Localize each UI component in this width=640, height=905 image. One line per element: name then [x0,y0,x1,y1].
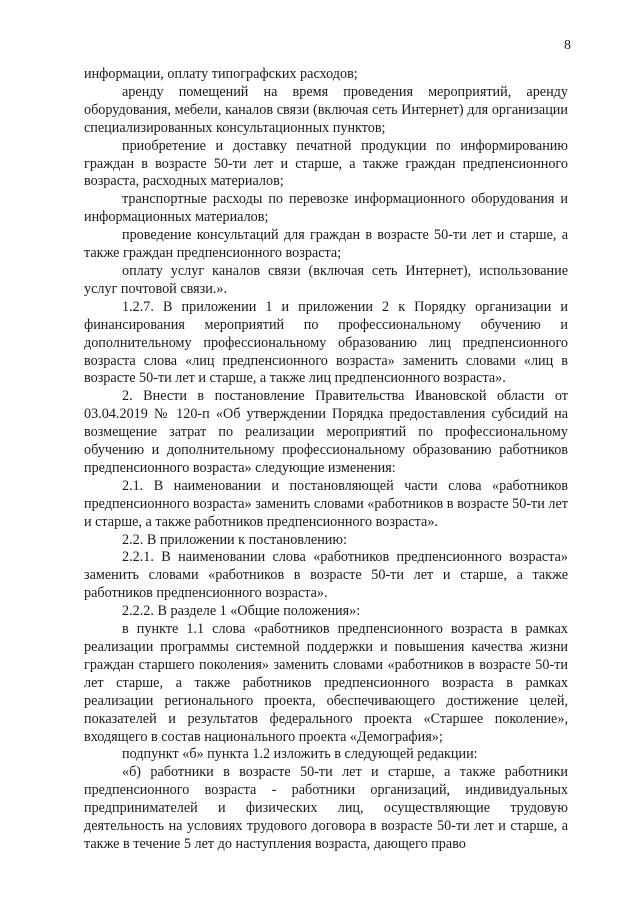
paragraph: 2.1. В наименовании и постановляющей части слова «работников предпенсионного возраста» заменить словами «работников в возрасте 50-ти лет и старше, а также работников предпенсионного возраста». [84,477,568,530]
paragraph: аренду помещений на время проведения мероприятий, аренду оборудования, мебели, каналов связи (включая сеть Интернет) для организации специализированных консультационных пунктов; [84,83,568,136]
paragraph: «б) работники в возрасте 50-ти лет и старше, а также работники предпенсионного возраста - работники организаций, индивидуальных предпринимателей и физических лиц, осуществляющие трудовую деятельность на условиях трудового договора в возрасте 50-ти лет и старше, а также в течение 5 лет до наступления возраста, дающего право [84,764,568,852]
page-number: 8 [564,38,571,53]
document-body [84,66,568,854]
paragraph: проведение консультаций для граждан в возрасте 50-ти лет и старше, а также граждан предпенсионного возраста; [84,227,568,262]
paragraph: 2.2. В приложении к постановлению: [122,531,347,548]
paragraph: 2.2.2. В разделе 1 «Общие положения»: [122,603,361,620]
paragraph: 1.2.7. В приложении 1 и приложении 2 к Порядку организации и финансирования мероприятий по профессиональному обучению и дополнительному профессиональному образованию лиц предпенсионного возраста слова «лиц предпенсионного возраста» заменить словами «лиц в возрасте 50-ти лет и старше, а также лиц предпенсионного возраста». [84,298,568,387]
paragraph: 2. Внести в постановление Правительства Ивановской области от 03.04.2019 № 120-п «Об утверждении Порядка предоставления субсидий на возмещение затрат по реализации мероприятий по профессиональному обучению и дополнительному профессиональному образованию работников предпенсионного возраста» следующие изменения: [84,388,568,476]
paragraph: информации, оплату типографских расходов; [84,66,358,82]
paragraph: подпункт «б» пункта 1.2 изложить в следующей редакции: [122,746,478,763]
paragraph: оплату услуг каналов связи (включая сеть Интернет), использование услуг почтовой связи.». [84,262,568,297]
paragraph: 2.2.1. В наименовании слова «работников предпенсионного возраста» заменить словами «работников в возрасте 50-ти лет и старше, а также работников предпенсионного возраста». [84,549,568,602]
paragraph: транспортные расходы по перевозке информационного оборудования и информационных материалов; [84,191,568,226]
paragraph: приобретение и доставку печатной продукции по информированию граждан в возрасте 50-ти лет и старше, а также граждан предпенсионного возраста, расходных материалов; [84,137,568,190]
paragraph: в пункте 1.1 слова «работников предпенсионного возраста в рамках реализации программы системной поддержки и повышения качества жизни граждан старшего поколения» заменить словами «работников в возрасте 50-ти лет старше, а также работников предпенсионного возраста в рамках реализации регионального проекта, обеспечивающего достижение целей, показателей и результатов федерального проекта «Старшее поколение», входящего в состав национального проекта «Демография»; [84,621,568,745]
